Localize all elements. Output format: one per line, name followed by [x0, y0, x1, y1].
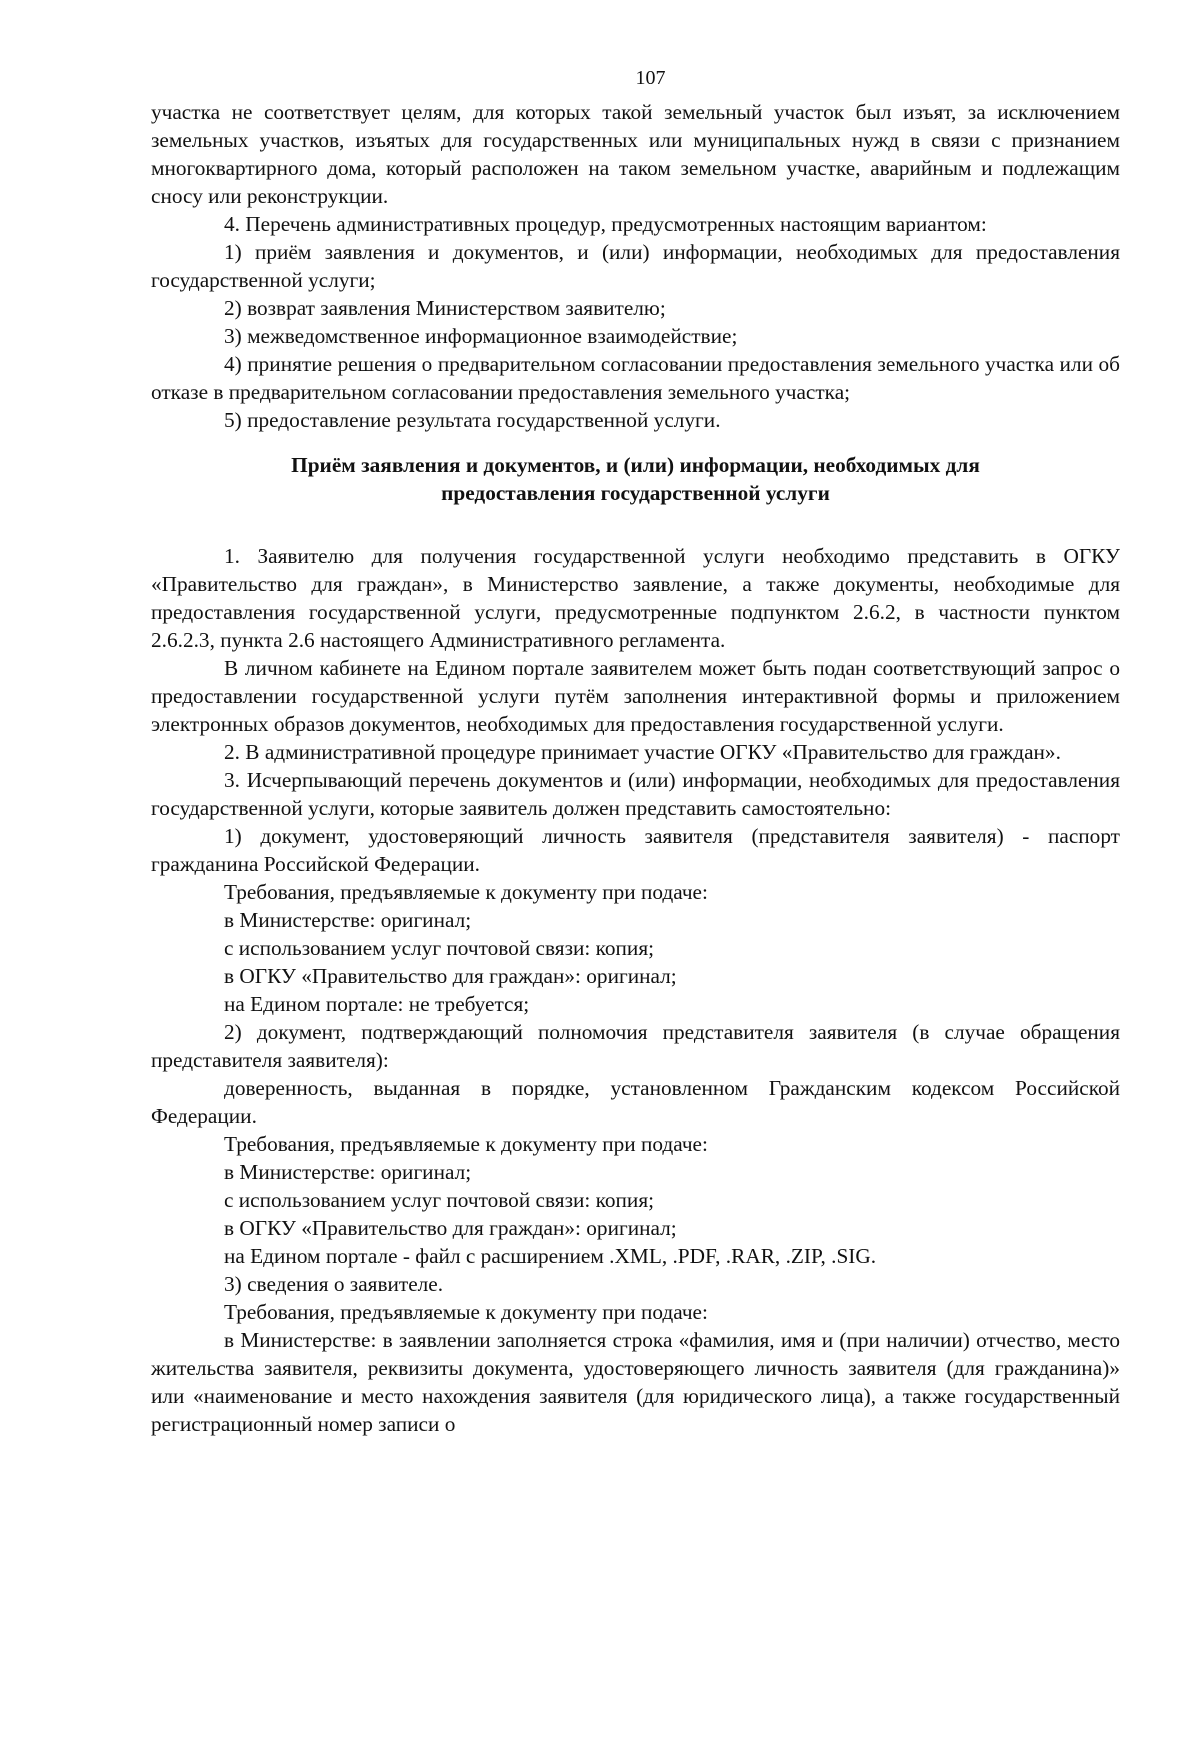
paragraph-procedures-heading: 4. Перечень административных процедур, предусмотренных настоящим вариантом:	[224, 212, 987, 236]
requirements-heading: Требования, предъявляемые к документу при подаче:	[224, 1132, 708, 1156]
requirement-portal: на Едином портале: не требуется;	[224, 992, 530, 1016]
paragraph-personal-cabinet: В личном кабинете на Едином портале заявителем может быть подан соответствующий запрос о предоставлении государственной услуги путём заполнения интерактивной формы и приложением электронных образов документов, необходимых для предоставления государственной услуги.	[151, 656, 1120, 736]
power-of-attorney: доверенность, выданная в порядке, установленном Гражданским кодексом Российской Федерации.	[151, 1076, 1120, 1128]
list-item-procedure-2: 2) возврат заявления Министерством заявителю;	[224, 296, 666, 320]
document-page	[151, 66, 1120, 1438]
list-item-procedure-3: 3) межведомственное информационное взаимодействие;	[224, 324, 738, 348]
requirement-portal: на Едином портале - файл с расширением .XML, .PDF, .RAR, .ZIP, .SIG.	[224, 1244, 877, 1268]
requirement-ogku: в ОГКУ «Правительство для граждан»: оригинал;	[224, 964, 677, 988]
list-item-procedure-5: 5) предоставление результата государственной услуги.	[224, 408, 721, 432]
requirement-post: с использованием услуг почтовой связи: копия;	[224, 1188, 655, 1212]
paragraph-item-1: 1. Заявителю для получения государственной услуги необходимо представить в ОГКУ «Правительство для граждан», в Министерство заявление, а также документы, необходимые для предоставления государственной услуги, предусмотренные подпунктом 2.6.2, в частности пунктом 2.6.2.3, пункта 2.6 настоящего Административного регламента.	[151, 544, 1120, 652]
paragraph-item-2: 2. В административной процедуре принимает участие ОГКУ «Правительство для граждан».	[224, 740, 1061, 764]
document-item-3: 3) сведения о заявителе.	[224, 1272, 444, 1296]
paragraph-continuation: участка не соответствует целям, для которых такой земельный участок был изъят, за исключением земельных участков, изъятых для государственных или муниципальных нужд в связи с признанием многоквартирного дома, который расположен на таком земельном участке, аварийным и подлежащим сносу или реконструкции.	[151, 100, 1120, 208]
requirements-heading: Требования, предъявляемые к документу при подаче:	[224, 880, 708, 904]
list-item-procedure-1: 1) приём заявления и документов, и (или) информации, необходимых для предоставления государственной услуги;	[151, 240, 1120, 292]
requirement-post: с использованием услуг почтовой связи: копия;	[224, 936, 655, 960]
requirement-ministry: в Министерстве: оригинал;	[224, 1160, 472, 1184]
section-title: Приём заявления и документов, и (или) информации, необходимых для предоставления государственной услуги	[291, 453, 980, 505]
paragraph-item-3: 3. Исчерпывающий перечень документов и (или) информации, необходимых для предоставления государственной услуги, которые заявитель должен представить самостоятельно:	[151, 768, 1120, 820]
list-item-procedure-4: 4) принятие решения о предварительном согласовании предоставления земельного участка или об отказе в предварительном согласовании предоставления земельного участка;	[151, 352, 1120, 404]
document-item-1: 1) документ, удостоверяющий личность заявителя (представителя заявителя) - паспорт гражданина Российской Федерации.	[151, 824, 1120, 876]
document-item-2: 2) документ, подтверждающий полномочия представителя заявителя (в случае обращения представителя заявителя):	[151, 1020, 1120, 1072]
requirement-ministry-applicant-info: в Министерстве: в заявлении заполняется строка «фамилия, имя и (при наличии) отчество, место жительства заявителя, реквизиты документа, удостоверяющего личность заявителя (для гражданина)» или «наименование и место нахождения заявителя (для юридического лица), а также государственный регистрационный номер записи о	[151, 1328, 1120, 1436]
requirement-ogku: в ОГКУ «Правительство для граждан»: оригинал;	[224, 1216, 677, 1240]
requirement-ministry: в Министерстве: оригинал;	[224, 908, 472, 932]
page-number: 107	[635, 67, 666, 89]
requirements-heading: Требования, предъявляемые к документу при подаче:	[224, 1300, 708, 1324]
